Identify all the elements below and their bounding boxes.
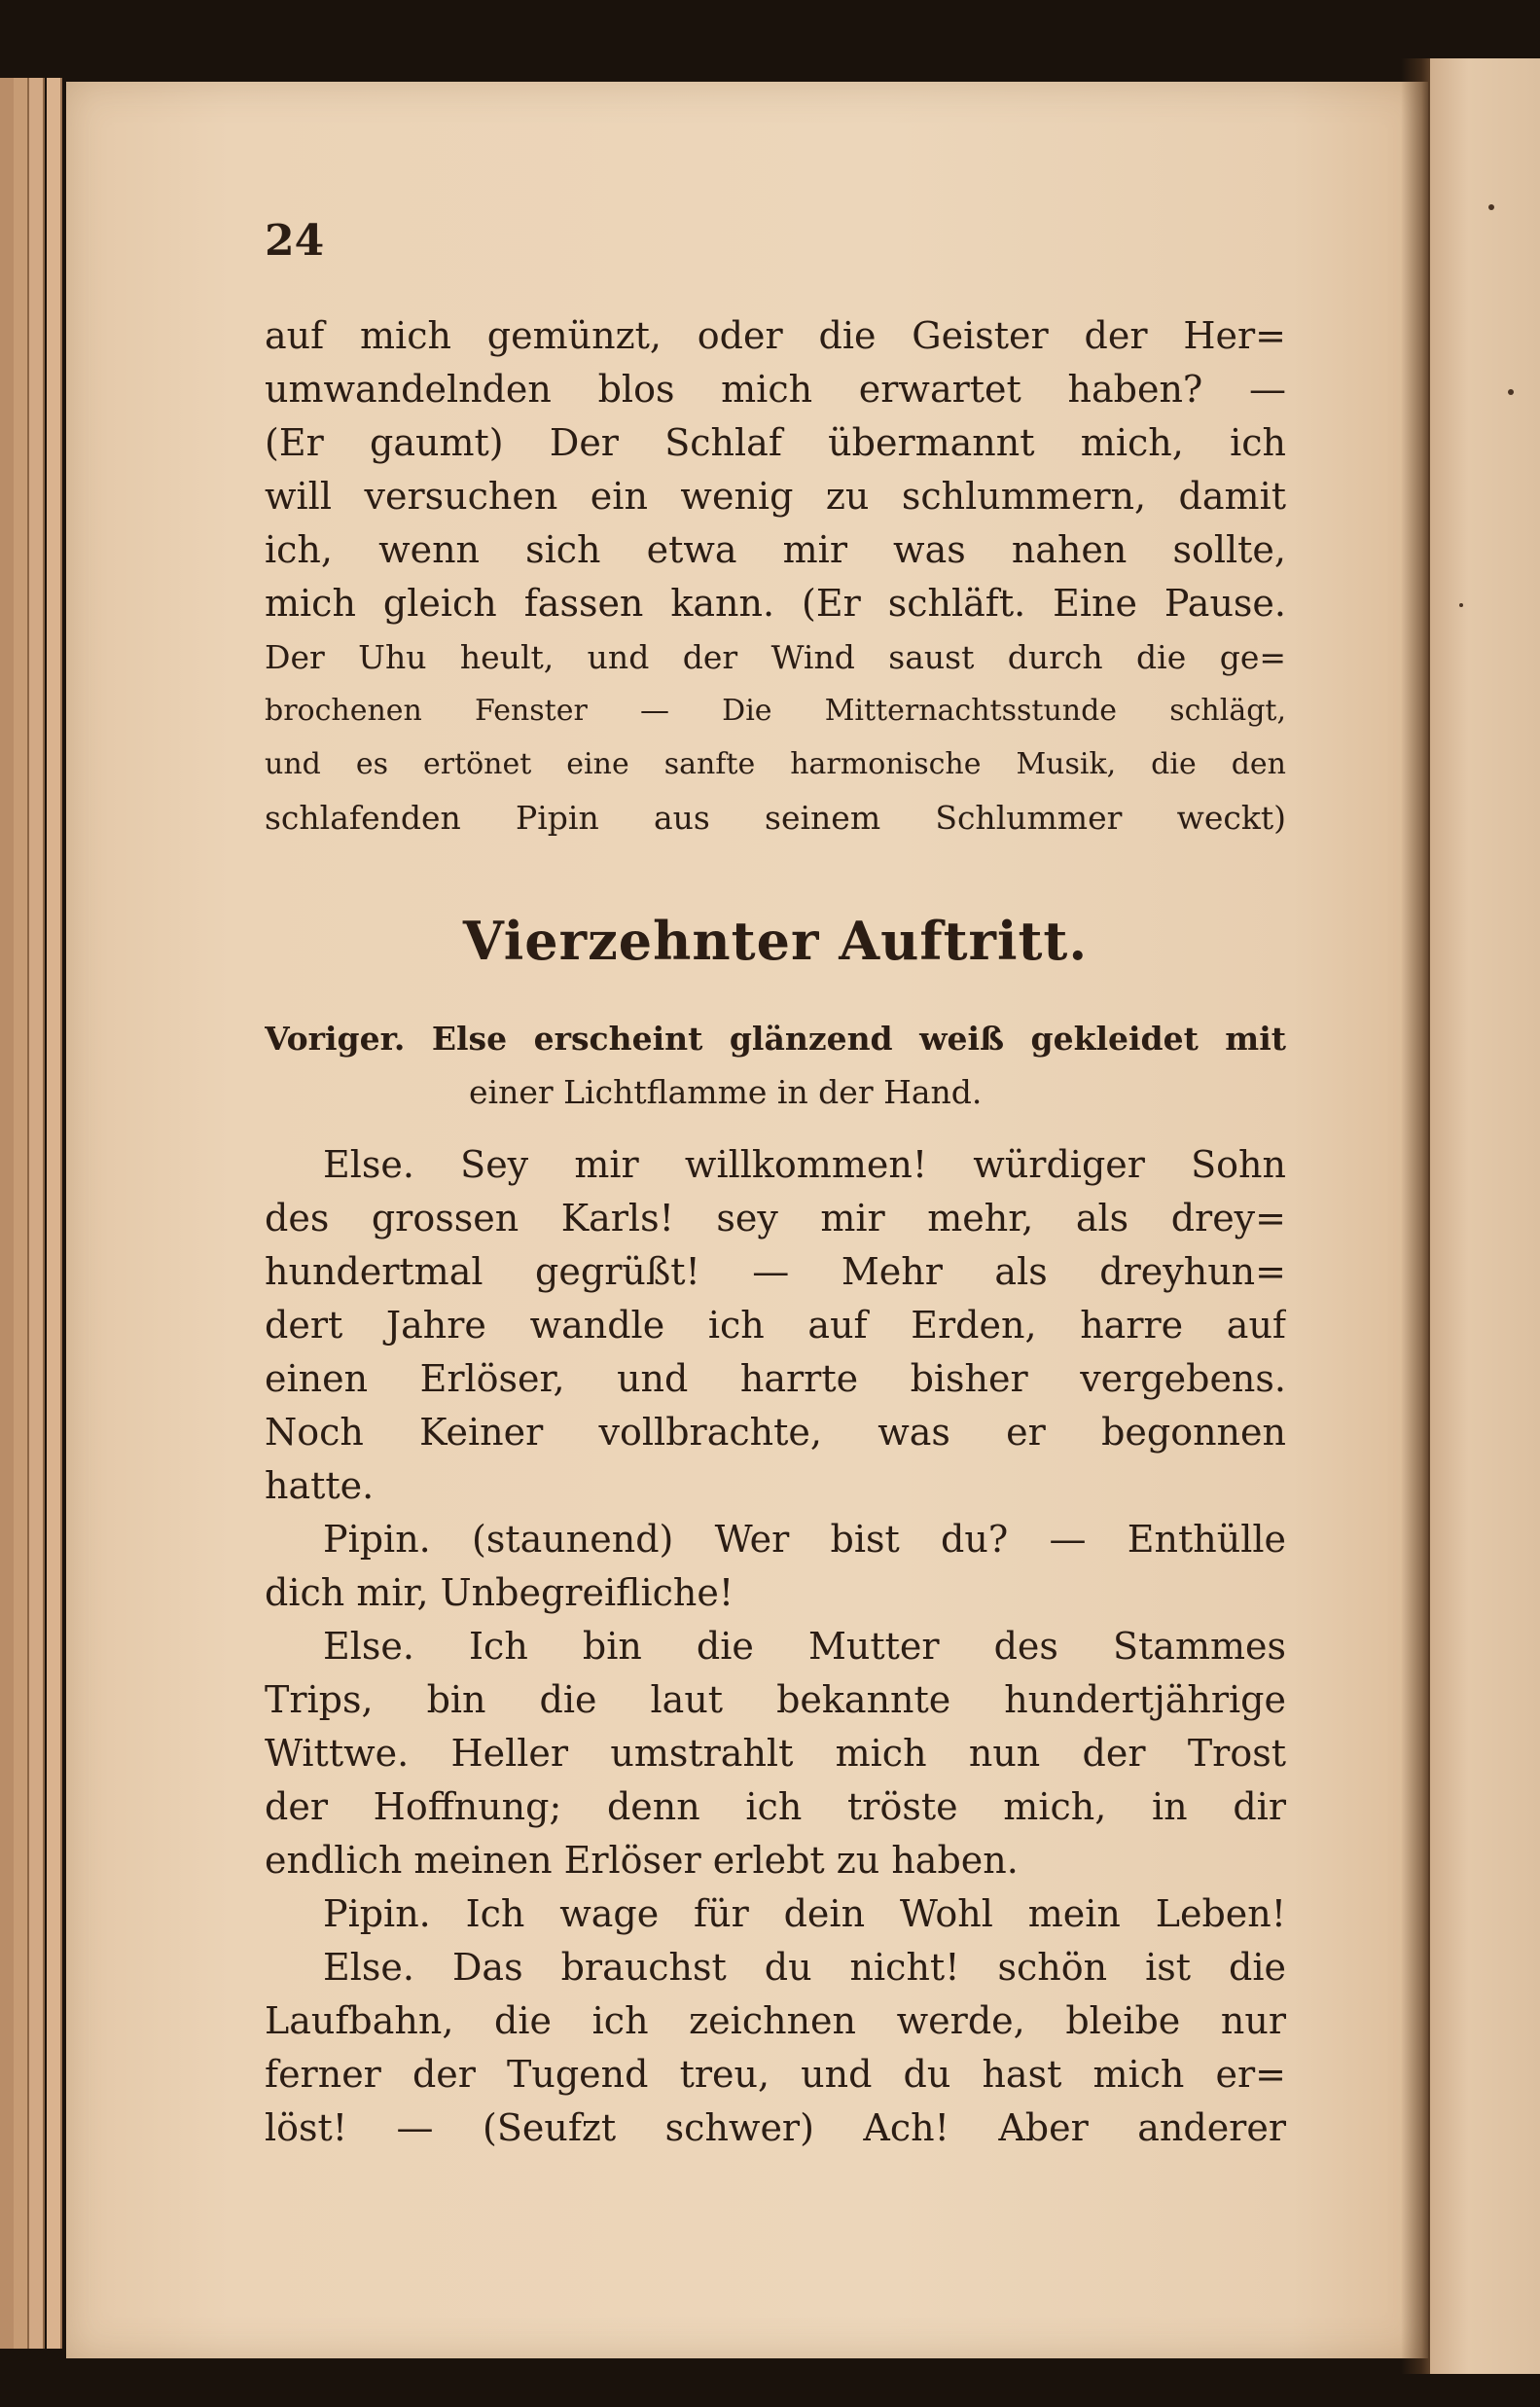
text-line: schlafenden Pipin aus seinem Schlummer weckt) [265,799,1286,837]
text-line: (Er gaumt) Der Schlaf übermannt mich, ich [265,421,1286,464]
page-number: 24 [265,216,325,266]
facing-page [1430,58,1540,2374]
dialogue-line: Pipin. (staunend) Wer bist du? — Enthülle [323,1518,1286,1561]
dialogue-line: ferner der Tugend treu, und du hast mich er= [265,2053,1286,2096]
ink-speck [1508,389,1514,395]
stage-direction-paragraph [265,309,1286,844]
dialogue-line: Else. Ich bin die Mutter des Stammes [323,1625,1286,1668]
page-edge [29,78,45,2349]
dialogue-line: Else. Sey mir willkommen! würdiger Sohn [323,1143,1286,1186]
text-line: ich, wenn sich etwa mir was nahen sollte, [265,528,1286,571]
dialogue-line: der Hoffnung; denn ich tröste mich, in dir [265,1785,1286,1828]
dialogue-line: löst! — (Seufzt schwer) Ach! Aber anderer [265,2106,1286,2149]
dialogue-line: Laufbahn, die ich zeichnen werde, bleibe nur [265,1999,1286,2042]
dialogue-line: Noch Keiner vollbrachte, was er begonnen [265,1411,1286,1454]
ink-speck [1459,603,1463,607]
page-edge [14,78,29,2349]
text-line: brochenen Fenster — Die Mitternachtsstunde schlägt, [265,694,1286,728]
dialogue-line: endlich meinen Erlöser erlebt zu haben. [265,1839,1019,1882]
dialogue-line: Wittwe. Heller umstrahlt mich nun der Trost [265,1732,1286,1775]
dialogue-line: dert Jahre wandle ich auf Erden, harre auf [265,1304,1286,1347]
dialogue-line: einen Erlöser, und harrte bisher vergebens. [265,1357,1286,1400]
scene-heading: Vierzehnter Auftritt. [462,910,1089,972]
dialogue-line: des grossen Karls! sey mir mehr, als drey= [265,1197,1286,1239]
cast-line: einer Lichtflamme in der Hand. [469,1073,983,1111]
dialogue-line: Trips, bin die laut bekannte hundertjährige [265,1678,1286,1721]
dialogue-line: Else. Das brauchst du nicht! schön ist die [323,1946,1286,1989]
text-line: auf mich gemünzt, oder die Geister der Her= [265,314,1286,357]
ink-speck [1488,204,1494,210]
dialogue [265,1138,1286,2155]
text-line: mich gleich fassen kann. (Er schläft. Eine Pause. [265,582,1286,625]
dialogue-line: hundertmal gegrüßt! — Mehr als dreyhun= [265,1250,1286,1293]
page-edge [47,78,62,2349]
text-line: umwandelnden blos mich erwartet haben? — [265,368,1286,411]
dialogue-line: Pipin. Ich wage für dein Wohl mein Leben! [323,1892,1286,1935]
text-line: Der Uhu heult, und der Wind saust durch die ge= [265,638,1286,676]
text-line: und es ertönet eine sanfte harmonische Musik, die den [265,747,1286,781]
text-line: will versuchen ein wenig zu schlummern, damit [265,475,1286,518]
cast-list [265,1012,1286,1119]
cast-line: Voriger. Else erscheint glänzend weiß gekleidet mit [265,1020,1286,1058]
page-gutter [1401,58,1430,2374]
dialogue-line: hatte. [265,1464,375,1507]
dialogue-line: dich mir, Unbegreifliche! [265,1571,734,1614]
